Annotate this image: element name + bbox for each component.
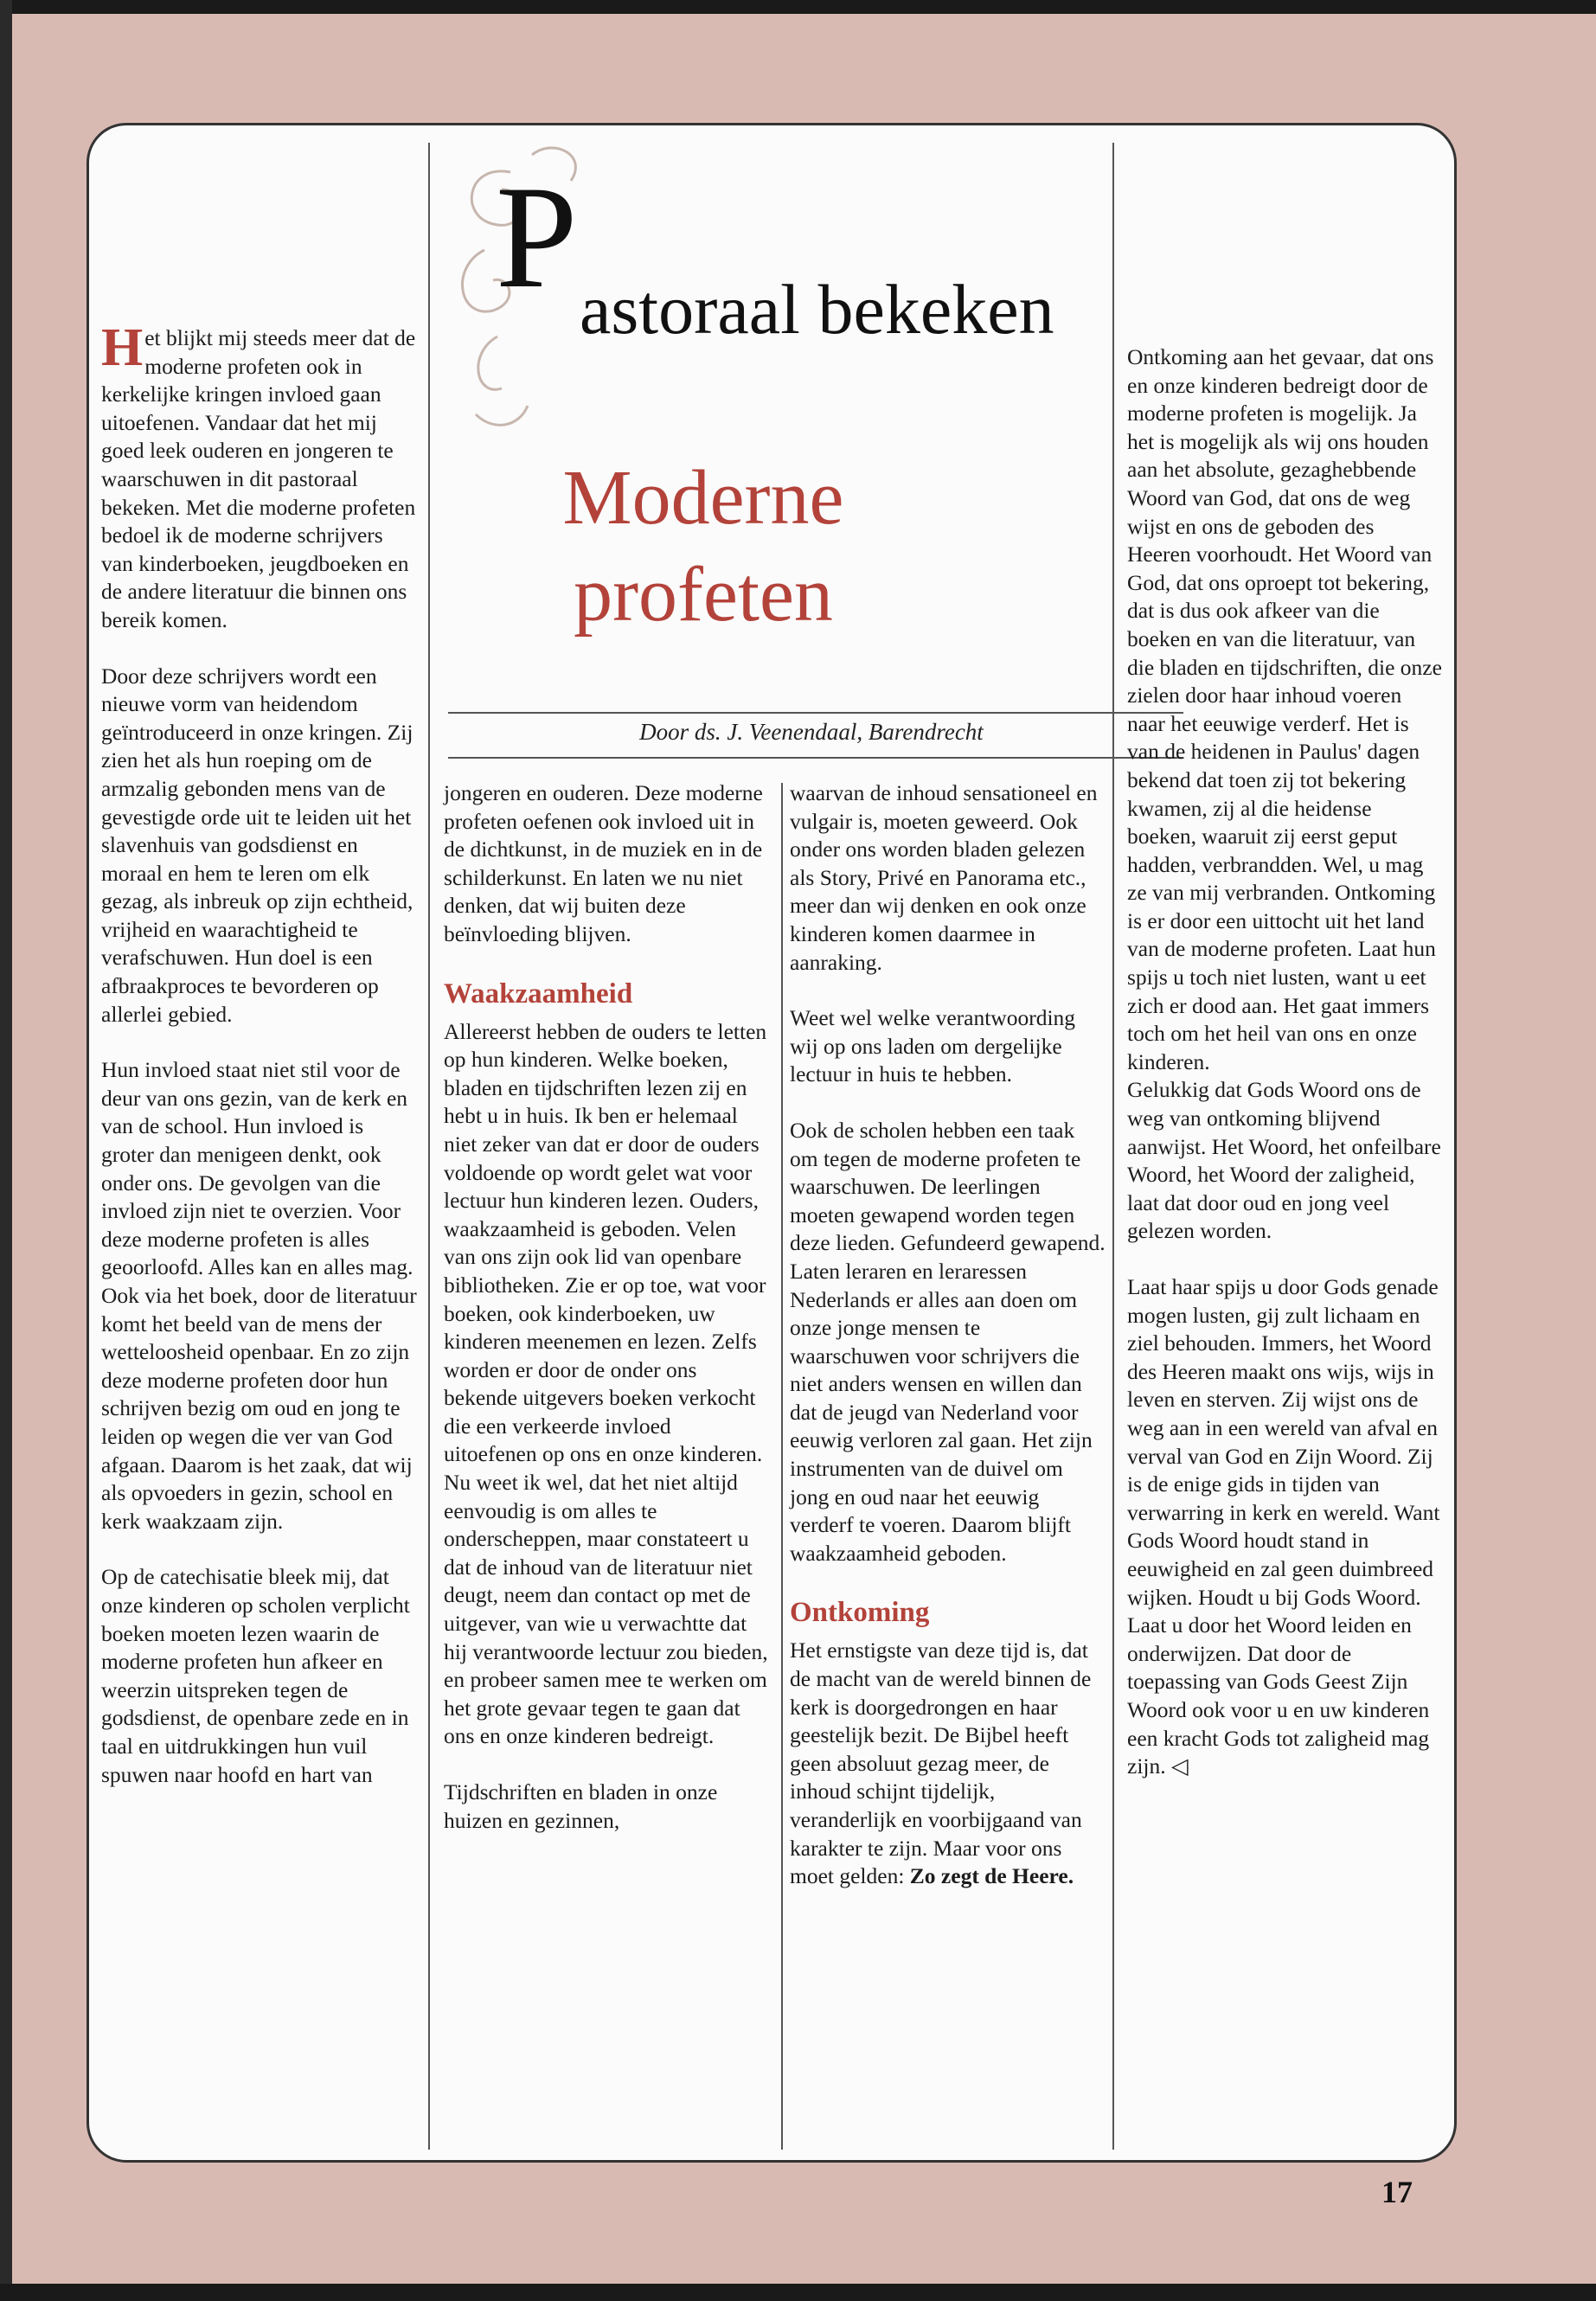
paragraph: Ontkoming aan het gevaar, dat ons en onze kinderen bedreigt door de moderne profeten is mogelijk. Ja het is mogelijk als wij ons houden aan het absolute, gezaghebbende Woord van God, dat ons de weg wijst en ons de geboden des Heeren voorhoudt. Het Woord van God, dat ons oproept tot bekering, dat is dus ook afkeer van die boeken en van die literatuur, van die bladen en tijdschriften, die onze zielen door haar inhoud voeren naar het eeuwige verderf. Het is van de heidenen in Paulus' dagen bekend dat toen zij tot bekering kwamen, zij al die heidense boeken, waaruit zij eerst geput hadden, verbrandden. Wel, u mag ze van mij verbranden. Ontkoming is er door een uittocht uit het land van de moderne profeten. Laat hun spijs u toch niet lusten, want u eet zich er dood aan. Het gaat immers toch om het heil van ons en onze kinderen.	[1127, 344, 1442, 1074]
section-title-initial: P	[496, 156, 578, 318]
article-panel	[87, 123, 1457, 2163]
column-divider	[428, 143, 430, 2150]
column-divider	[1112, 143, 1114, 2150]
paragraph: waarvan de inhoud sensationeel en vulgair is, moeten geweerd. Ook onder ons worden bladen gelezen als Story, Privé en Panorama etc., meer dan wij denken en ook onze kinderen komen daarmee in aanraking.	[790, 780, 1098, 975]
section-title: astoraal bekeken	[580, 270, 1054, 349]
column-3	[790, 779, 1106, 1891]
subheading-waakzaamheid: Waakzaamheid	[444, 977, 633, 1009]
paragraph: Door deze schrijvers wordt een nieuwe vorm van heidendom geïntroduceerd in onze kringen. Zij zien het als hun roeping om de armzalig gebonden mens van de gevestigde orde uit te leiden uit het slavenhuis van godsdienst en moraal en hem te leren om elk gezag, als inbreuk op zijn echtheid, vrijheid en waarachtigheid te verafschuwen. Hun doel is een afbraakproces te bevorderen op allerlei gebied.	[101, 663, 413, 1027]
paragraph: Laat haar spijs u door Gods genade mogen lusten, gij zult lichaam en ziel behouden. Immers, het Woord des Heeren maakt ons wijs, wijs in leven en sterven. Zij wijst ons de weg aan in een wereld van afval en verval van God en Zijn Woord. Zij is de enige gids in tijden van verwarring in kerk en wereld. Want Gods Woord houdt stand in eeuwigheid en zal geen duimbreed wijken. Houdt u bij Gods Woord. Laat u door het Woord leiden en onderwijzen. Dat door de toepassing van Gods Geest Zijn Woord ook voor u en uw kinderen een kracht Gods tot zaligheid mag zijn. ◁	[1127, 1274, 1440, 1779]
paragraph: Gelukkig dat Gods Woord ons de weg van ontkoming blijvend aanwijst. Het Woord, het onfeilbare Woord, het Woord der zaligheid, laat dat door oud en jong veel gelezen worden.	[1127, 1077, 1441, 1244]
byline-rule-bottom	[448, 757, 1183, 759]
scan-left-edge	[0, 0, 12, 2301]
paragraph: Het blijkt mij steeds meer dat de moderne profeten ook in kerkelijke kringen invloed gaan uitoefenen. Vandaar dat het mij goed leek ouderen en jongeren te waarschuwen in dit pastoraal bekeken. Met die moderne profeten bedoel ik de moderne schrijvers van kinderboeken, jeugdboeken en de andere literatuur die binnen ons bereik komen.	[101, 318, 416, 632]
drop-cap: H	[101, 318, 144, 377]
paragraph: Op de catechisatie bleek mij, dat onze kinderen op scholen verplicht boeken moeten lezen waarin de moderne profeten hun afkeer en weerzin uitspreken tegen de godsdienst, de openbare zede en in taal en uitdrukkingen hun vuil spuwen naar hoofd en hart van	[101, 1564, 410, 1787]
article-title: Moderne profeten	[562, 455, 844, 638]
byline-rule-top	[448, 712, 1183, 714]
column-divider	[781, 783, 783, 2150]
paragraph: Weet wel welke verantwoording wij op ons laden om dergelijke lectuur in huis te hebben.	[790, 1005, 1076, 1087]
paragraph: jongeren en ouderen. Deze moderne profeten oefenen ook invloed uit in de dichtkunst, in de muziek en in de schilderkunst. En laten we nu niet denken, dat wij buiten deze beïnvloeding blijven.	[444, 780, 763, 946]
bold-quote: Zo zegt de Heere.	[909, 1863, 1074, 1889]
paragraph: Tijdschriften en bladen in onze huizen en gezinnen,	[444, 1779, 718, 1833]
byline: Door ds. J. Veenendaal, Barendrecht	[639, 719, 984, 745]
paragraph: Het ernstigste van deze tijd is, dat de macht van de wereld binnen de kerk is doorgedrongen en haar geestelijk bezit. De Bijbel heeft geen absoluut gezag meer, de inhoud schijnt tijdelijk, veranderlijk en voorbijgaand van karakter te zijn. Maar voor ons moet gelden: Zo zegt de Heere.	[790, 1638, 1092, 1889]
page-number: 17	[1381, 2175, 1413, 2209]
column-2	[444, 779, 768, 1835]
section-header	[450, 138, 1116, 484]
paragraph: Hun invloed staat niet stil voor de deur van ons gezin, van de kerk en van de school. Hun invloed is groter dan menigeen denkt, ook onder ons. De gevolgen van die invloed zijn niet te overzien. Voor deze moderne profeten is alles geoorloofd. Alles kan en alles mag. Ook via het boek, door de literatuur komt het beeld van de mens der wetteloosheid openbaar. En zo zijn deze moderne profeten door hun schrijven bezig om oud en jong te leiden op wegen die ver van God afgaan. Daarom is het zaak, dat wij als opvoeders in gezin, school en kerk waakzaam zijn.	[101, 1057, 417, 1534]
column-1	[101, 318, 417, 1789]
subheading-ontkoming: Ontkoming	[790, 1597, 930, 1629]
paragraph: Ook de scholen hebben een taak om tegen de moderne profeten te waarschuwen. De leerlingen moeten gewapend worden tegen deze lieden. Gefundeerd gewapend. Laten leraren en leraressen Nederlands er alles aan doen om onze jonge mensen te waarschuwen voor schrijvers die niet anders wensen en willen dan dat de jeugd van Nederland voor eeuwig verloren zal gaan. Het zijn instrumenten van de duivel om jong en oud naar het eeuwig verderf te voeren. Daarom blijft waakzaamheid geboden.	[790, 1117, 1106, 1566]
scan-bottom-edge	[0, 2284, 1596, 2301]
scan-top-edge	[0, 0, 1596, 14]
end-mark-icon: ◁	[1171, 1753, 1189, 1779]
column-4	[1127, 343, 1443, 1781]
paragraph: Allereerst hebben de ouders te letten op hun kinderen. Welke boeken, bladen en tijdschriften lezen zij en hebt u in huis. Ik ben er helemaal niet zeker van dat er door de ouders voldoende op wordt gelet wat voor lectuur hun kinderen lezen. Ouders, waakzaamheid is geboden. Velen van ons zijn ook lid van openbare bibliotheken. Zie er op toe, wat voor boeken, ook kinderboeken, uw kinderen meenemen en lezen. Zelfs worden er door de onder ons bekende uitgevers boeken verkocht die een verkeerde invloed uitoefenen op ons en onze kinderen. Nu weet ik wel, dat het niet altijd eenvoudig is om alles te onderscheppen, maar constateert u dat de inhoud van de literatuur niet deugt, neem dan contact op met de uitgever, van wie u verwachtte dat hij verantwoorde lectuur zou bieden, en probeer samen mee te werken om het grote gevaar tegen te gaan dat ons en onze kinderen bedreigt.	[444, 1018, 768, 1749]
